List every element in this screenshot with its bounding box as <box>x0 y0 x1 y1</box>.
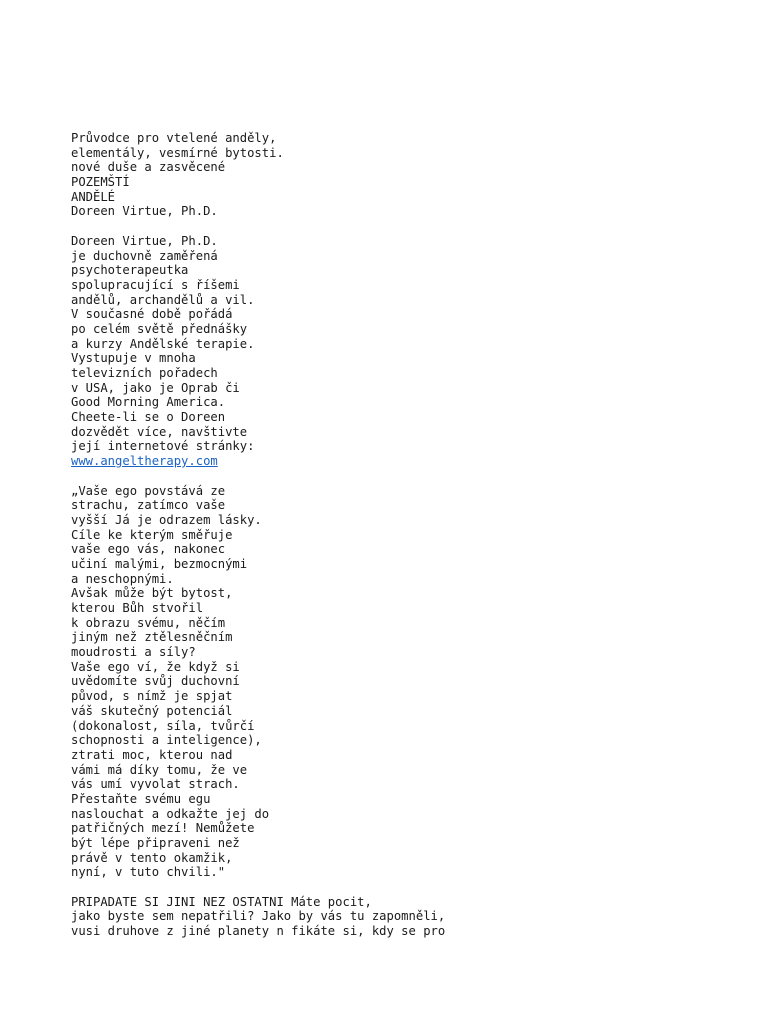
quote-line: uvědomíte svůj duchovní <box>71 674 240 689</box>
quote-line: právě v tento okamžik, <box>71 850 233 865</box>
quote-line: k obrazu svému, něčím <box>71 615 226 630</box>
quote-block <box>71 484 751 881</box>
intro-line: Průvodce pro vtelené anděly, <box>71 131 277 145</box>
book-title-line-1: POZEMŠTÍ <box>71 175 130 190</box>
author-line: Doreen Virtue, Ph.D. <box>71 204 218 219</box>
quote-line: vyšší Já je odrazem lásky. <box>71 512 262 527</box>
bio-block <box>71 234 751 469</box>
paragraph-spacer <box>71 880 751 895</box>
quote-line: vás umí vyvolat strach. <box>71 777 240 792</box>
quote-line: Přestaňte svému egu <box>71 791 211 806</box>
bio-line: Vystupuje v mnoha <box>71 351 196 366</box>
quote-line: původ, s nímž je spjat <box>71 689 233 704</box>
bio-line: andělů, archandělů a vil. <box>71 292 255 307</box>
bio-line: spolupracující s říšemi <box>71 277 240 292</box>
quote-line: patřičných mezí! Nemůžete <box>71 821 255 836</box>
quote-line: vaše ego vás, nakonec <box>71 542 226 557</box>
closing-line: PRIPADATE SI JINI NEZ OSTATNI Máte pocit, <box>71 894 372 909</box>
bio-line: po celém světě přednášky <box>71 321 248 336</box>
bio-line: psychoterapeutka <box>71 263 189 278</box>
bio-line: v USA, jako je Oprab či <box>71 380 240 395</box>
intro-line: nové duše a zasvěcené <box>71 160 226 175</box>
closing-line: vusi druhove z jiné planety n fikáte si, kdy se pro <box>71 924 446 939</box>
quote-line: nyní, v tuto chvili." <box>71 865 226 880</box>
quote-line: jiným než ztělesněčním <box>71 630 233 645</box>
bio-line: a kurzy Andělské terapie. <box>71 336 255 351</box>
quote-line: Cíle ke kterým směřuje <box>71 527 233 542</box>
quote-line: strachu, zatímco vaše <box>71 498 226 513</box>
quote-line: (dokonalost, síla, tvůrčí <box>71 718 255 733</box>
quote-line: moudrosti a síly? <box>71 645 196 660</box>
bio-line: Cheete-li se o Doreen <box>71 410 226 425</box>
quote-line: ztrati moc, kterou nad <box>71 747 233 762</box>
quote-line: vámi má díky tomu, že ve <box>71 762 248 777</box>
quote-line: Vaše ego ví, že když si <box>71 659 240 674</box>
book-title-line-2: ANDĚLÉ <box>71 189 116 204</box>
closing-block <box>71 895 751 939</box>
quote-line: a neschopnými. <box>71 571 174 586</box>
intro-block <box>71 131 751 219</box>
quote-line: váš skutečný potenciál <box>71 703 233 718</box>
bio-line: televizních pořadech <box>71 366 218 380</box>
bio-line: její internetové stránky: <box>71 439 255 454</box>
quote-line: „Vaše ego povstává ze <box>71 483 226 498</box>
quote-line: schopnosti a inteligence), <box>71 733 262 748</box>
bio-line: Doreen Virtue, Ph.D. <box>71 233 218 248</box>
intro-line: elementály, vesmírné bytosti. <box>71 145 284 160</box>
bio-line: je duchovně zaměřená <box>71 248 218 263</box>
bio-line: V současné době pořádá <box>71 307 233 322</box>
bio-line: Good Morning America. <box>71 395 226 410</box>
closing-line: jako byste sem nepatřili? Jako by vás tu zapomněli, <box>71 909 446 924</box>
quote-line: Avšak může být bytost, <box>71 586 233 601</box>
quote-line: naslouchat a odkažte jej do <box>71 806 270 821</box>
quote-line: být lépe připraveni než <box>71 836 240 850</box>
paragraph-spacer <box>71 469 751 484</box>
bio-line: dozvědět více, navštivte <box>71 424 248 439</box>
quote-line: kterou Bůh stvořil <box>71 601 204 615</box>
quote-line: učiní malými, bezmocnými <box>71 556 248 571</box>
paragraph-spacer <box>71 219 751 234</box>
website-link[interactable]: www.angeltherapy.com <box>71 454 218 469</box>
document-page <box>71 131 751 939</box>
